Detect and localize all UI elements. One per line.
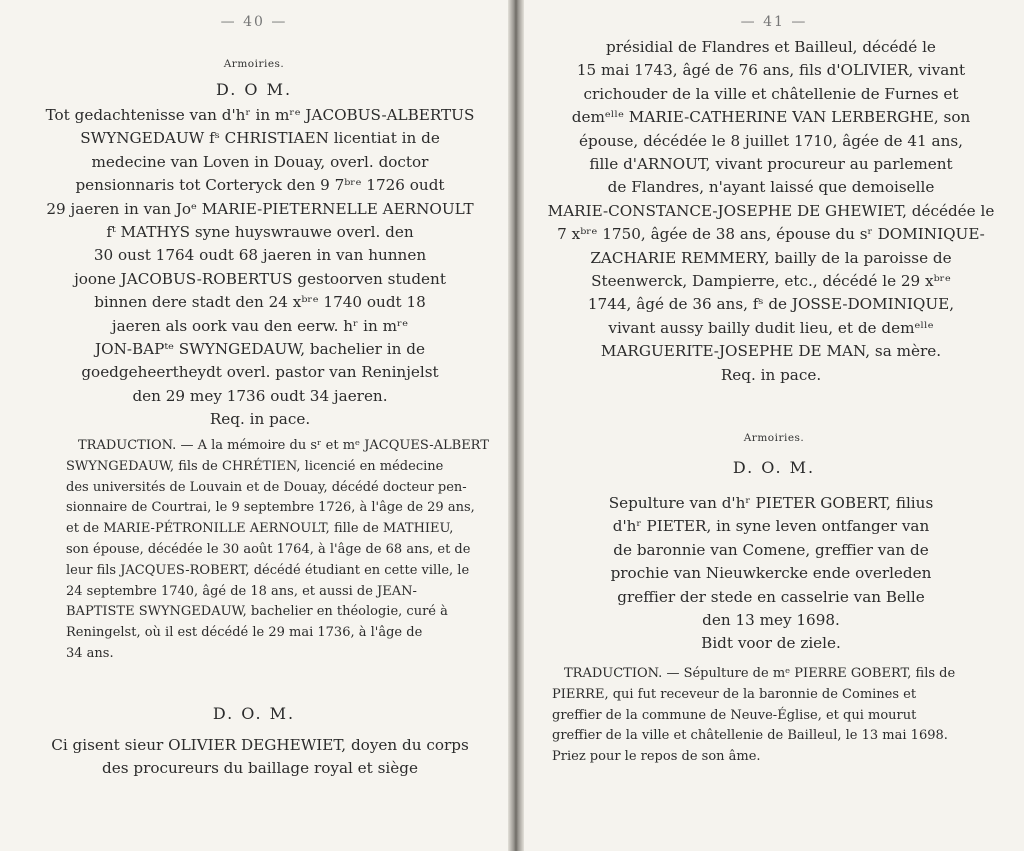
translation-line: PIERRE, qui fut receveur de la baronnie de Comines et: [552, 686, 917, 702]
inscription-line: Ci gisent sieur OLIVIER DEGHEWIET, doyen du corps: [51, 736, 469, 754]
translation-line: Reningelst, où il est décédé le 29 mai 1736, à l'âge de: [66, 625, 423, 641]
right-page: [524, 0, 1024, 851]
translation-gobert: [552, 664, 992, 768]
inscription-line: den 29 mey 1736 oudt 34 jaeren.: [132, 386, 388, 405]
translation-line: 24 septembre 1740, âgé de 18 ans, et aussi de JEAN-: [66, 583, 417, 599]
inscription-line: medecine van Loven in Douay, overl. doctor: [91, 152, 429, 171]
inscription-line: vivant aussy bailly dudit lieu, et de demᵉˡˡᵉ: [608, 318, 934, 337]
inscription-line: 30 oust 1764 oudt 68 jaeren in van hunnen: [93, 246, 427, 265]
inscription-line: MARGUERITE-JOSEPHE DE MAN, sa mère.: [600, 342, 942, 361]
inscription-line: crichouder de la ville et châtellenie de Furnes et: [583, 84, 959, 103]
translation-line: 34 ans.: [66, 645, 114, 661]
inscription-line: de baronnie van Comene, greffier van de: [613, 540, 929, 559]
inscription-line: JON-BAPᵗᵉ SWYNGEDAUW, bachelier in de: [95, 340, 425, 359]
translation-line: sionnaire de Courtrai, le 9 septembre 1726, à l'âge de 29 ans,: [66, 500, 475, 516]
translation-line: et de MARIE-PÉTRONILLE AERNOULT, fille de MATHIEU,: [66, 521, 454, 537]
translation-line: TRADUCTION. — A la mémoire du sʳ et mᵉ JACQUES-ALBERT: [78, 438, 489, 453]
translation-line: BAPTISTE SWYNGEDAUW, bachelier en théologie, curé à: [66, 604, 448, 620]
inscription-line: Bidt voor de ziele.: [701, 634, 841, 653]
inscription-line: de Flandres, n'ayant laissé que demoiselle: [607, 178, 935, 197]
book-gutter: [508, 0, 524, 851]
dom-heading-1: D. O M.: [215, 80, 293, 99]
inscription-line: SWYNGEDAUW fˢ CHRISTIAEN licentiat in de: [80, 129, 440, 148]
inscription-line: des procureurs du baillage royal et siège: [102, 759, 418, 778]
inscription-line: pensionnaris tot Corteryck den 9 7ᵇʳᵉ 1726 oudt: [75, 176, 445, 195]
inscription-line: présidial de Flandres et Bailleul, décédé le: [606, 38, 936, 56]
inscription-deghewiet-continued: [536, 36, 1006, 387]
translation-line: TRADUCTION. — Sépulture de mᵉ PIERRE GOBERT, fils de: [564, 666, 956, 681]
inscription-line: Steenwerck, Dampierre, etc., décédé le 29 xᵇʳᵉ: [591, 272, 951, 291]
inscription-line: fille d'ARNOUT, vivant procureur au parlement: [589, 155, 953, 174]
inscription-line: goedgeheertheydt overl. pastor van Reninjelst: [81, 363, 439, 382]
inscription-line: greffier der stede en casselrie van Belle: [617, 587, 925, 606]
inscription-line: Req. in pace.: [209, 410, 311, 429]
inscription-line: den 13 mey 1698.: [702, 611, 840, 630]
translation-line: SWYNGEDAUW, fils de CHRÉTIEN, licencié en médecine: [66, 458, 444, 474]
inscription-line: Req. in pace.: [720, 365, 822, 384]
dom-heading-3: D. O. M.: [732, 458, 816, 477]
translation-line: greffier de la commune de Neuve-Église, et qui mourut: [552, 707, 917, 723]
inscription-line: Sepulture van d'hʳ PIETER GOBERT, filius: [608, 494, 934, 512]
inscription-line: prochie van Nieuwkercke ende overleden: [610, 564, 932, 583]
inscription-line: épouse, décédée le 8 juillet 1710, âgée de 41 ans,: [579, 131, 963, 150]
inscription-line: Tot gedachtenisse van d'hʳ in mʳᵉ JACOBUS-ALBERTUS: [45, 106, 475, 124]
translation-line: des universités de Louvain et de Douay, décédé docteur pen-: [66, 479, 467, 495]
inscription-swyngedauw: [40, 104, 480, 432]
inscription-deghewiet: [40, 734, 480, 781]
page-number-left: — 40 —: [220, 14, 288, 30]
inscription-line: d'hʳ PIETER, in syne leven ontfanger van: [612, 517, 930, 536]
translation-line: greffier de la ville et châtellenie de Bailleul, le 13 mai 1698.: [552, 728, 948, 744]
dom-heading-2: D. O. M.: [212, 704, 296, 723]
translation-line: leur fils JACQUES-ROBERT, décédé étudiant en cette ville, le: [66, 562, 470, 578]
inscription-line: binnen dere stadt den 24 xᵇʳᵉ 1740 oudt 18: [94, 293, 426, 312]
translation-line: son épouse, décédée le 30 août 1764, à l'âge de 68 ans, et de: [66, 541, 471, 557]
inscription-line: joone JACOBUS-ROBERTUS gestoorven student: [74, 269, 446, 288]
inscription-line: 7 xᵇʳᵉ 1750, âgée de 38 ans, épouse du sʳ DOMINIQUE-: [557, 225, 985, 244]
inscription-line: 15 mai 1743, âgé de 76 ans, fils d'OLIVIER, vivant: [576, 61, 966, 80]
inscription-line: fᵗ MATHYS syne huyswrauwe overl. den: [106, 223, 414, 242]
inscription-line: MARIE-CONSTANCE-JOSEPHE DE GHEWIET, décédée le: [547, 201, 995, 220]
inscription-line: ZACHARIE REMMERY, bailly de la paroisse de: [590, 248, 952, 267]
armoiries-heading-2: Armoiries.: [743, 432, 805, 444]
inscription-line: demᵉˡˡᵉ MARIE-CATHERINE VAN LERBERGHE, son: [571, 108, 971, 127]
armoiries-heading-1: Armoiries.: [223, 58, 285, 70]
inscription-line: 1744, âgé de 36 ans, fˢ de JOSSE-DOMINIQUE,: [587, 295, 955, 314]
page-number-right: — 41 —: [740, 14, 808, 30]
inscription-gobert: [536, 492, 1006, 656]
inscription-line: jaeren als oork vau den eerw. hʳ in mʳᵉ: [111, 316, 409, 335]
translation-swyngedauw: [66, 436, 489, 665]
left-page: [0, 0, 508, 851]
translation-line: Priez pour le repos de son âme.: [552, 749, 761, 765]
inscription-line: 29 jaeren in van Joᵉ MARIE-PIETERNELLE AERNOULT: [46, 199, 474, 218]
